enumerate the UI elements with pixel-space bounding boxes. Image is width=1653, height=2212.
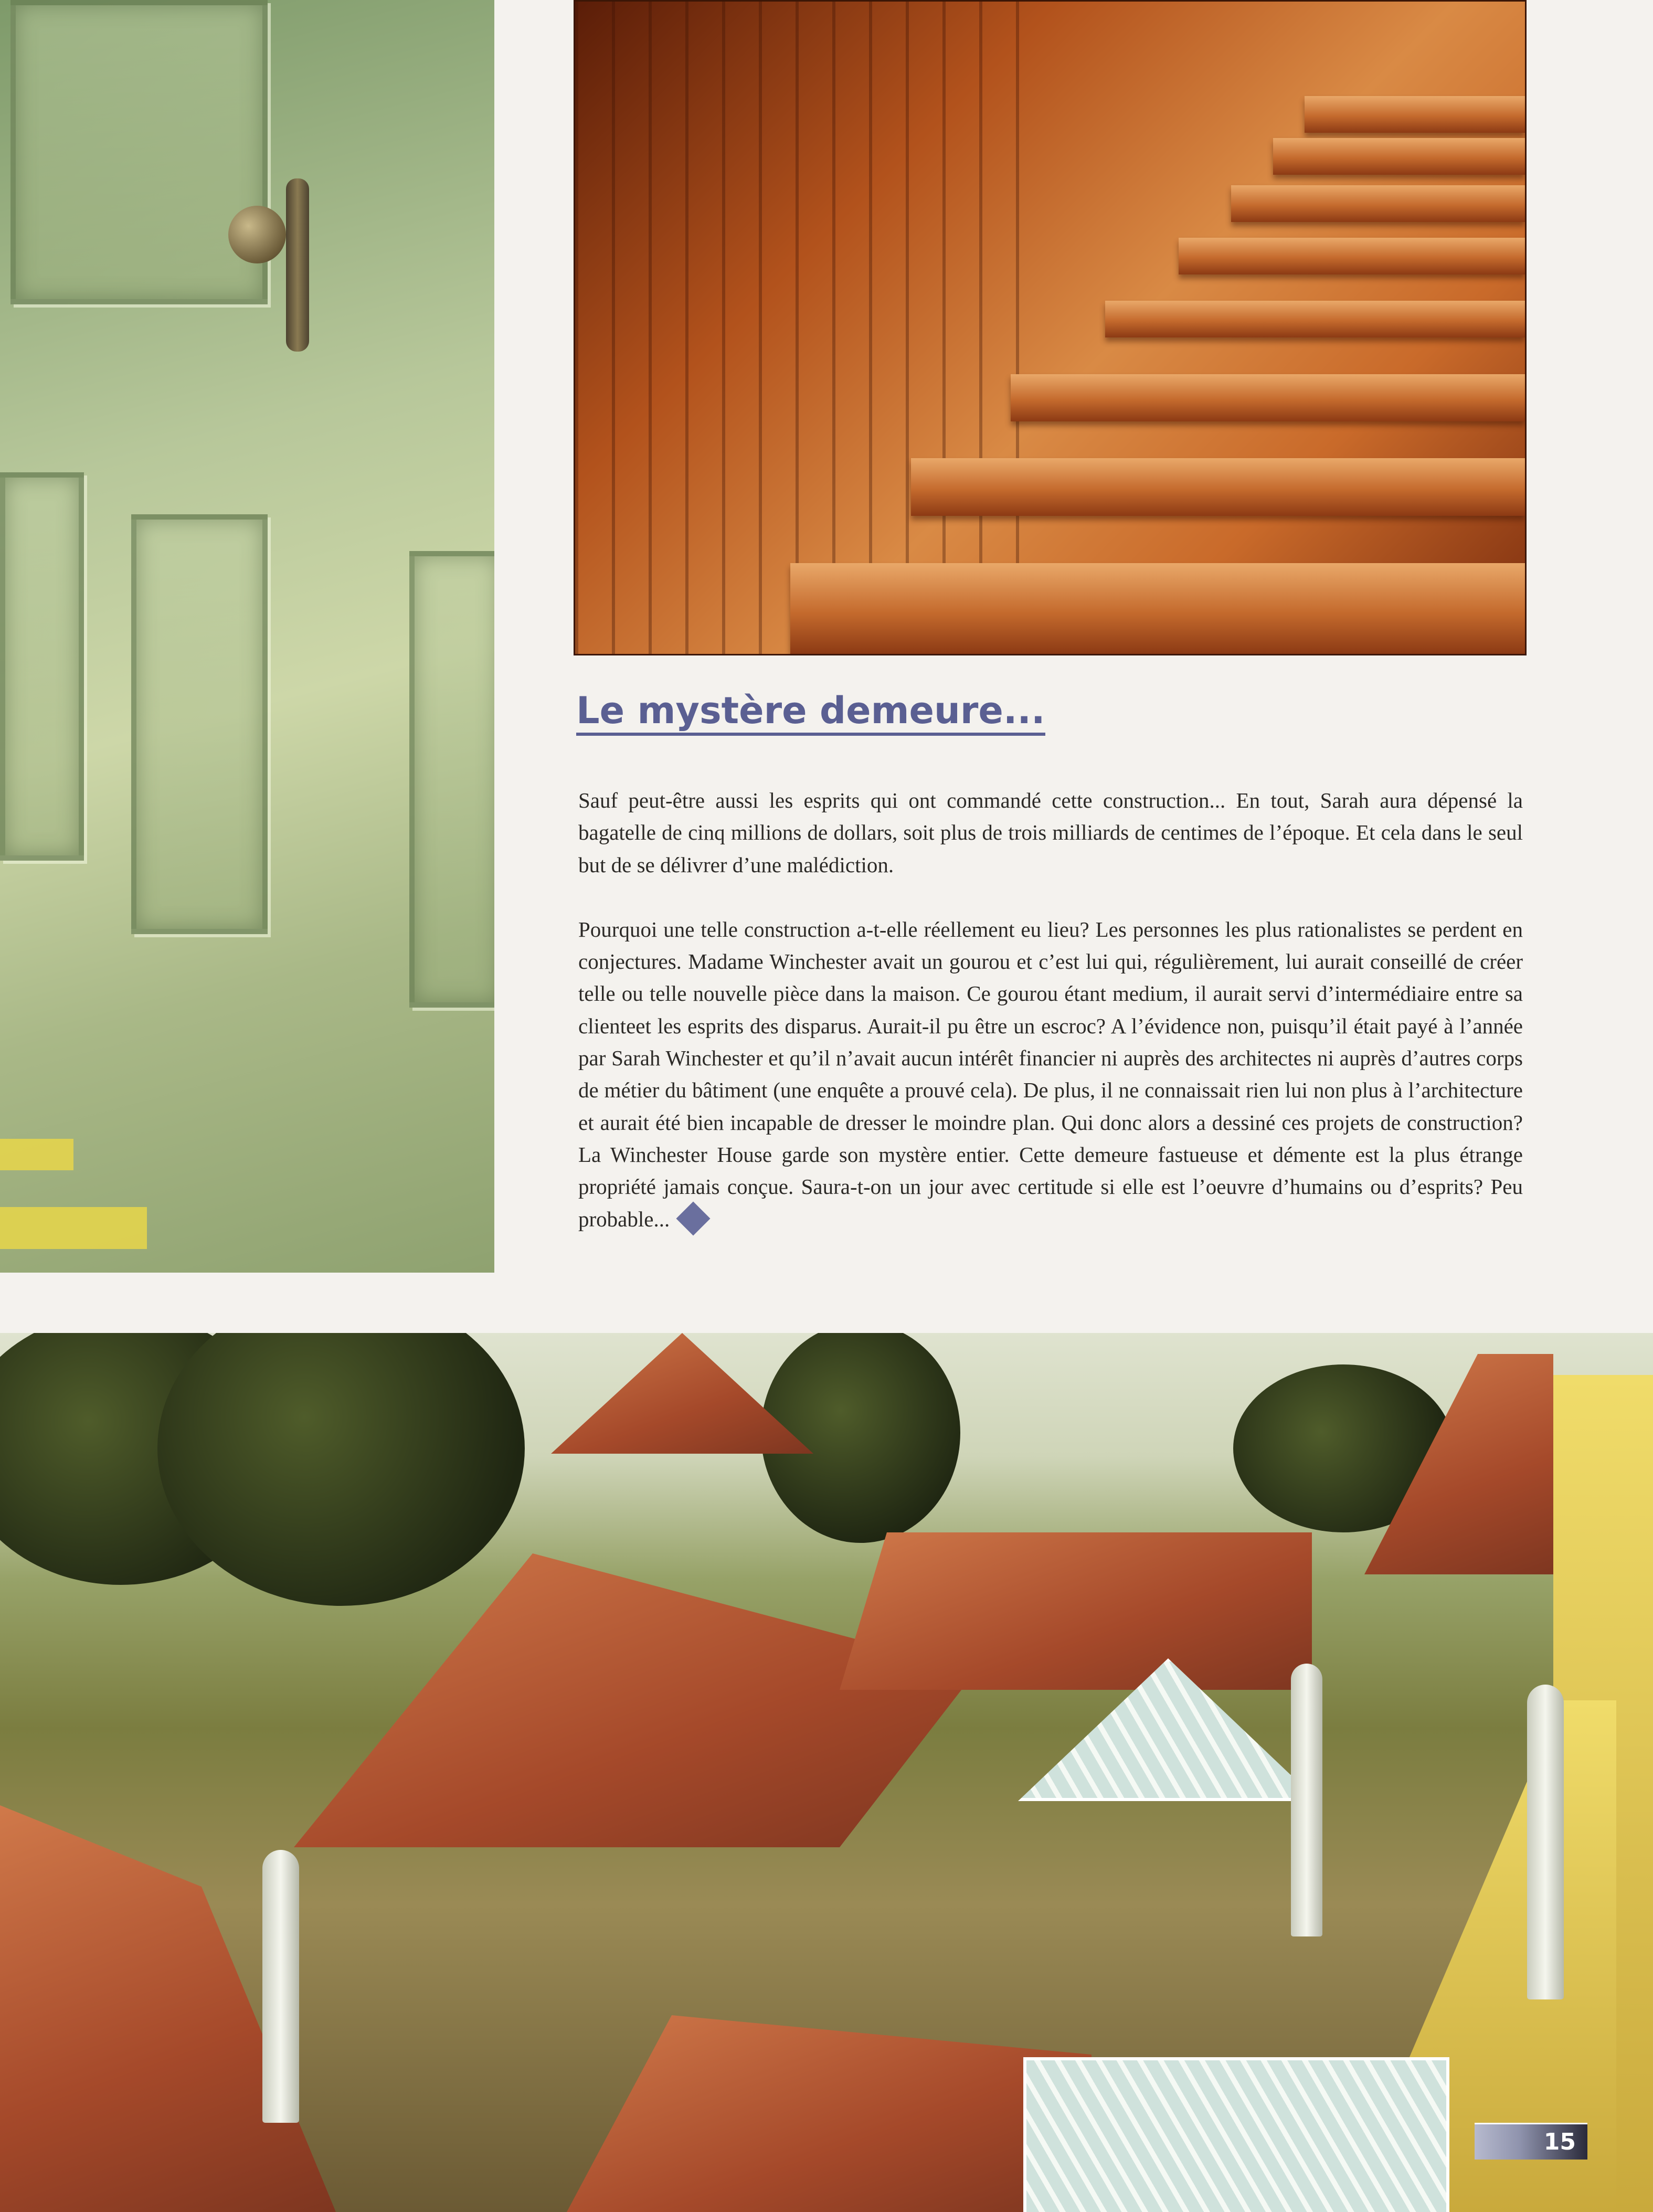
article-paragraph-text: Pourquoi une telle construction a-t-elle réellement eu lieu? Les personnes les plus rationalistes se perdent en conjectures. Madame Winchester avait un gourou et c’est lui qui, régulièrement, lui aurait conseillé de créer telle ou telle nouvelle pièce dans la maison. Ce gourou étant medium, il aurait servi d’intermédiaire entre sa clienteet les esprits des disparus. Aurait-il pu être un escroc? A l’évidence non, puisqu’il était payé à l’année par Sarah Winchester et qu’il n’avait aucun intérêt financier ni auprès des architectes ni auprès d’autres corps de métier du bâtiment (une enquête a prouvé cela). De plus, il ne connaissait rien lui non plus à l’architecture et aurait été bien incapable de dresser le moindre plan. Qui donc alors a dessiné ces projets de construction? La Winchester House garde son mystère entier. Cette demeure fastueuse et démente est la plus étrange propriété jamais conçue. Saura-t-on un jour avec certitude si elle est l’oeuvre d’humains ou d’esprits? Peu probable... [578,917,1523,1231]
door-knob [228,206,286,263]
door-panel-top [10,0,268,304]
stair-step [1011,374,1525,421]
stair-step [790,563,1525,654]
page-number-box [1475,2123,1587,2160]
article-paragraph: Sauf peut-être aussi les esprits qui ont commandé cette construction... En tout, Sarah aura dépensé la bagatelle de cinq millions de dollars, soit plus de trois milliards de centimes de l’époque. Et cela dans le seul but de se délivrer d’une malédiction. [578,788,1523,877]
photo-wooden-staircase [574,0,1527,655]
door-panel-center [131,514,268,934]
door-lock-plate [286,178,309,352]
stair-step [1273,138,1525,175]
stair-step [1179,238,1525,274]
door-trim-lower [0,1207,147,1249]
spire [262,1850,299,2123]
staircase-wall-planks [575,2,1047,654]
spire [1291,1664,1322,1936]
door-panel-left [0,472,84,861]
stair-step [1305,96,1525,133]
door-trim-upper [0,1139,73,1170]
roof-middle [840,1532,1312,1690]
photo-rooftops [0,1333,1653,2212]
stair-step [1231,185,1525,222]
page-number: 15 [1543,2129,1576,2155]
photo-green-door [0,0,494,1273]
article-paragraph-last [578,914,1523,1235]
article-body [578,785,1523,1235]
article-heading: Le mystère demeure... [576,692,1045,736]
stair-step [911,458,1525,516]
diamond-icon [676,1201,711,1235]
roof-foreground-center [567,2015,1092,2212]
door-panel-right [409,551,494,1008]
glass-skylight-foreground [1023,2057,1449,2212]
spire [1527,1685,1564,1999]
tree [157,1333,525,1606]
stair-step [1105,301,1525,337]
